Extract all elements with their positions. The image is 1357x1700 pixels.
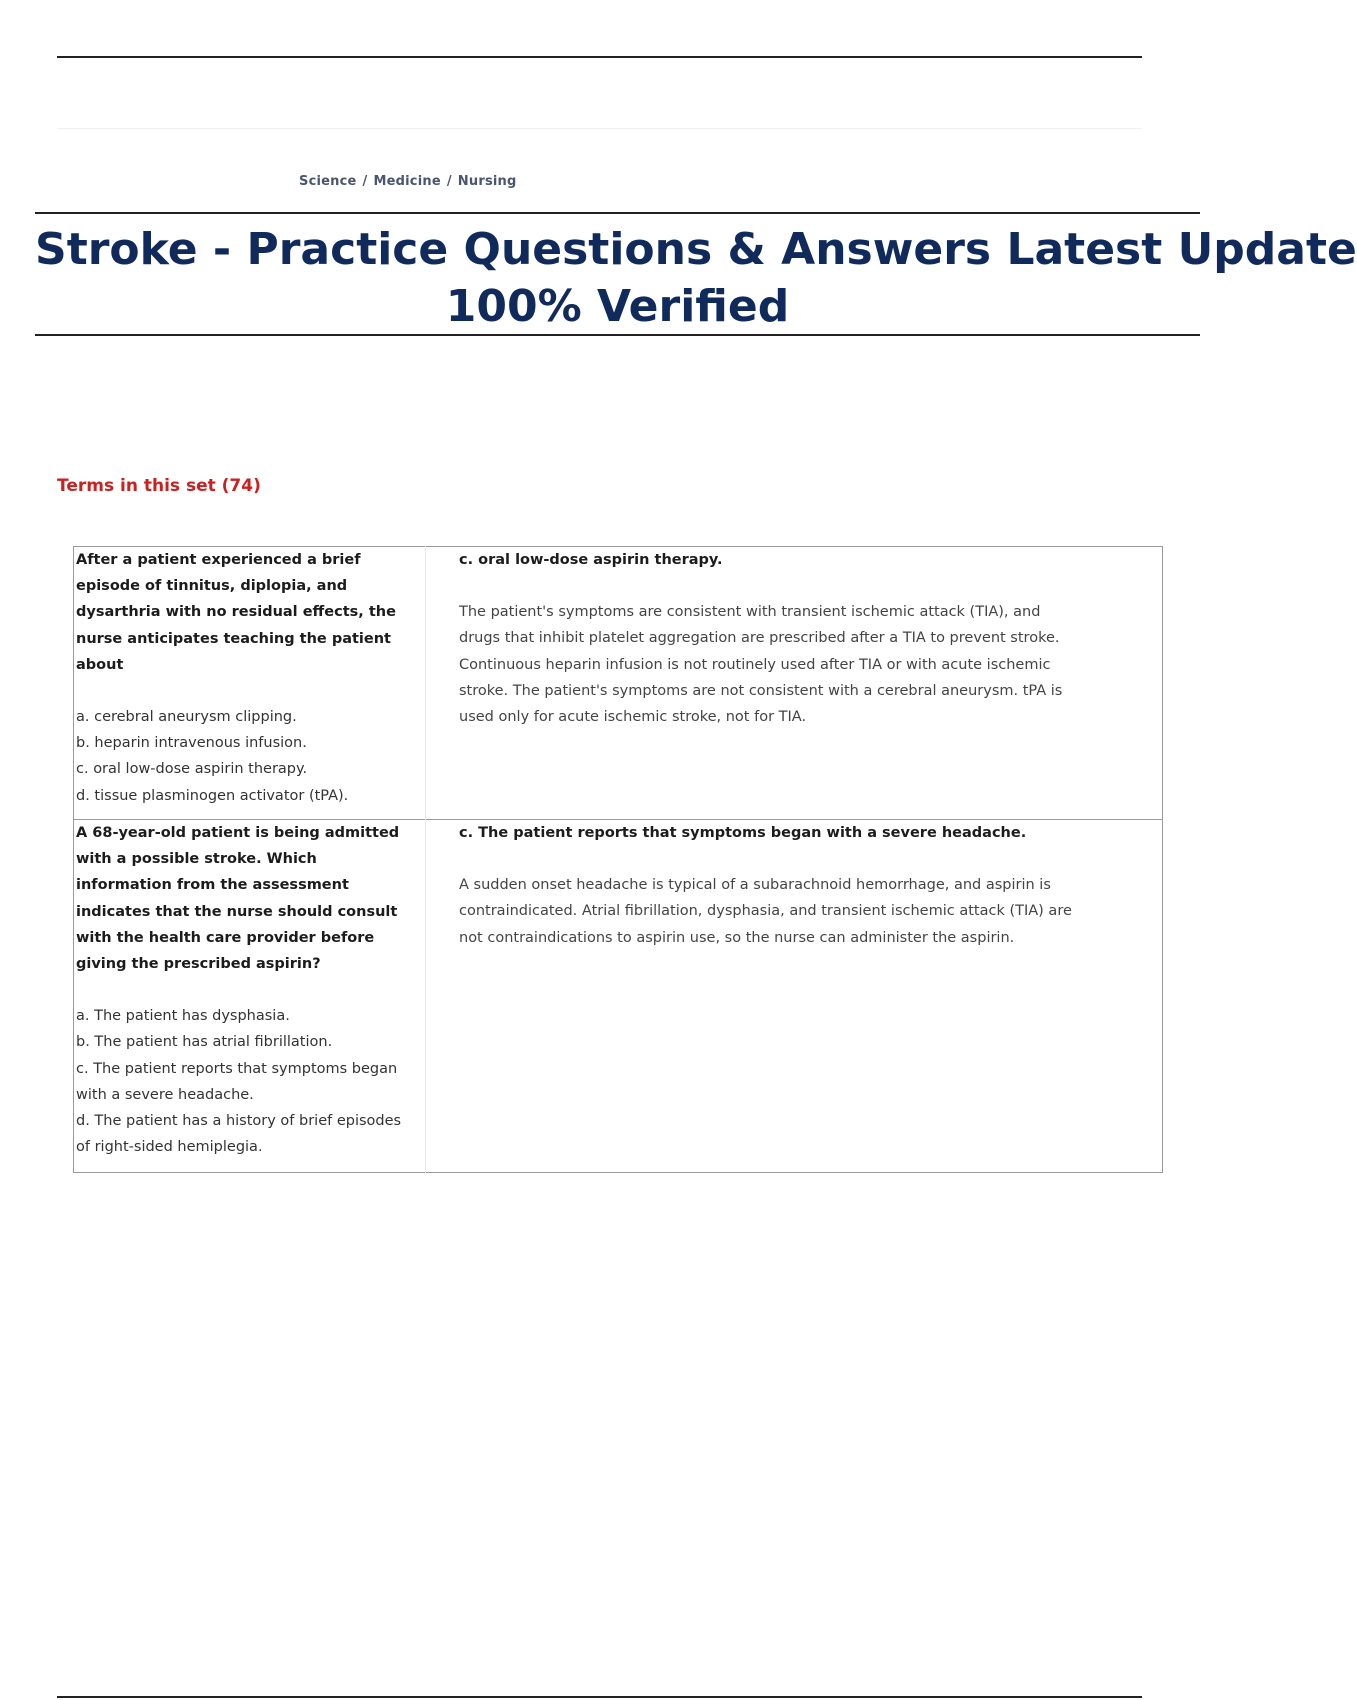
option-c: c. oral low-dose aspirin therapy. [76, 761, 308, 778]
question-cell [74, 820, 426, 1173]
terms-count-heading: Terms in this set (74) [57, 476, 261, 496]
title-block [35, 212, 1357, 336]
question-text: After a patient experienced a brief episode of tinnitus, diplopia, and dysarthria with no residual effects, the nurse anticipates teaching the patient about [76, 552, 396, 673]
top-rule [57, 56, 1142, 58]
answer-cell [426, 547, 1163, 820]
page-title [35, 214, 1357, 335]
page-title-line-1: Stroke - Practice Questions & Answers Latest Update [35, 224, 1357, 275]
option-a: a. The patient has dysphasia. [76, 1008, 290, 1025]
answer-explanation: A sudden onset headache is typical of a subarachnoid hemorrhage, and aspirin is contraindicated. Atrial fibrillation, dysphasia, and transient ischemic attack (TIA) are not contraindications to aspirin use, so the nurse can administer the aspirin. [459, 877, 1072, 946]
option-c: c. The patient reports that symptoms began with a severe headache. [76, 1060, 398, 1103]
answer-options [76, 1003, 413, 1160]
question-text: A 68-year-old patient is being admitted with a possible stroke. Which information from the assessment indicates that the nurse should consult with the health care provider before giving the prescribed aspirin? [76, 825, 400, 973]
page-title-line-2: 100% Verified [445, 281, 790, 332]
header-divider [57, 128, 1142, 129]
bottom-rule [57, 1696, 1142, 1698]
answer-explanation: The patient's symptoms are consistent with transient ischemic attack (TIA), and drugs that inhibit platelet aggregation are prescribed after a TIA to prevent stroke. Continuous heparin infusion is not routinely used after TIA or with acute ischemic stroke. The patient's symptoms are not consistent with a cerebral aneurysm. tPA is used only for acute ischemic stroke, not for TIA. [459, 604, 1063, 726]
option-d: d. The patient has a history of brief episodes of right-sided hemiplegia. [76, 1113, 402, 1156]
flashcard-row [74, 820, 1163, 1173]
breadcrumb-item-science[interactable]: Science [299, 174, 357, 189]
breadcrumb [299, 174, 517, 189]
correct-answer: c. The patient reports that symptoms began with a severe headache. [459, 825, 1027, 841]
option-d: d. tissue plasminogen activator (tPA). [76, 787, 349, 804]
correct-answer: c. oral low-dose aspirin therapy. [459, 552, 723, 568]
breadcrumb-separator: / [446, 174, 452, 189]
answer-cell [426, 820, 1163, 1173]
option-b: b. The patient has atrial fibrillation. [76, 1034, 333, 1051]
breadcrumb-item-medicine[interactable]: Medicine [373, 174, 441, 189]
question-cell [74, 547, 426, 820]
answer-options [76, 704, 413, 809]
option-a: a. cerebral aneurysm clipping. [76, 709, 297, 726]
flashcard-table [73, 546, 1163, 1173]
flashcard-row [74, 547, 1163, 820]
option-b: b. heparin intravenous infusion. [76, 735, 307, 752]
breadcrumb-separator: / [362, 174, 368, 189]
breadcrumb-item-nursing[interactable]: Nursing [457, 174, 517, 189]
